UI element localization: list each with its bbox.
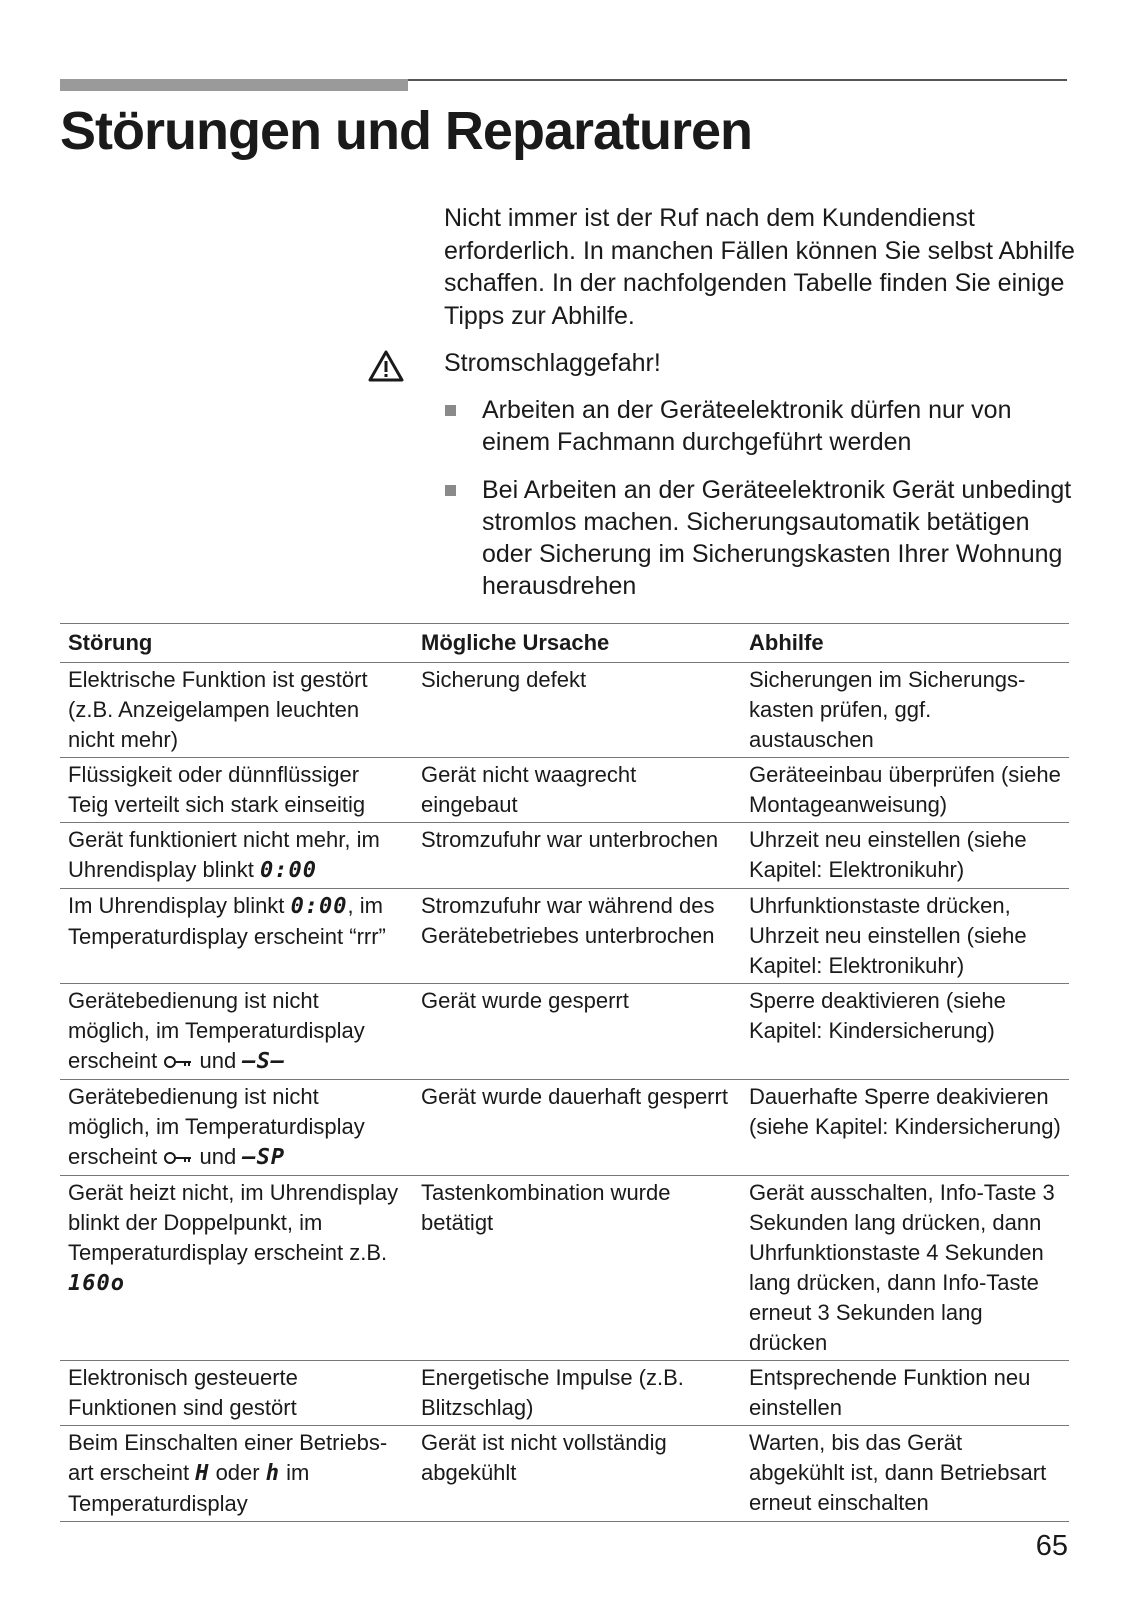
cell-ursache: Tastenkombination wurde betätigt bbox=[413, 1176, 741, 1361]
clock-display-value: 0:00 bbox=[290, 894, 348, 919]
cell-stoerung: Beim Einschalten einer Betriebs-art erscheint H oder h im Temperaturdisplay bbox=[60, 1426, 413, 1522]
table-row bbox=[60, 663, 1069, 758]
table-row bbox=[60, 1426, 1069, 1522]
intro-paragraph: Nicht immer ist der Ruf nach dem Kundendienst erforderlich. In manchen Fällen können Sie selbst Abhilfe schaffen. In der nachfolgenden Tabelle finden Sie einige Tipps zur Abhilfe. bbox=[444, 204, 1075, 330]
table-header-row bbox=[60, 624, 1069, 663]
cell-stoerung: Gerät heizt nicht, im Uhrendisplay blinkt der Doppelpunkt, im Temperaturdisplay erscheint z.B. 160o bbox=[60, 1176, 413, 1361]
temperature-display-value: H bbox=[195, 1461, 210, 1486]
cell-abhilfe: Dauerhafte Sperre deakivieren (siehe Kapitel: Kindersicherung) bbox=[741, 1080, 1069, 1176]
table-row bbox=[60, 1176, 1069, 1361]
cell-ursache: Gerät wurde dauerhaft gesperrt bbox=[413, 1080, 741, 1176]
cell-stoerung: Gerät funktioniert nicht mehr, im Uhrendisplay blinkt 0:00 bbox=[60, 823, 413, 889]
warning-bullet-list bbox=[444, 394, 1084, 618]
header-stoerung: Störung bbox=[60, 624, 413, 663]
cell-abhilfe: Sicherungen im Sicherungs-kasten prüfen, ggf. austauschen bbox=[741, 663, 1069, 758]
cell-stoerung: Elektronisch gesteuerte Funktionen sind gestört bbox=[60, 1361, 413, 1426]
list-item: Arbeiten an der Geräteelektronik dürfen nur von einem Fachmann durchgeführt werden bbox=[444, 394, 1084, 458]
cell-stoerung: Im Uhrendisplay blinkt 0:00, im Temperaturdisplay erscheint “rrr” bbox=[60, 889, 413, 984]
warning-text: Stromschlaggefahr! bbox=[444, 349, 661, 377]
cell-ursache: Gerät ist nicht vollständig abgekühlt bbox=[413, 1426, 741, 1522]
warning-triangle-icon bbox=[368, 350, 404, 382]
cell-abhilfe: Uhrzeit neu einstellen (siehe Kapitel: Elektronikuhr) bbox=[741, 823, 1069, 889]
header-abhilfe: Abhilfe bbox=[741, 624, 1069, 663]
temperature-display-value: –SP bbox=[242, 1145, 286, 1170]
cell-ursache: Energetische Impulse (z.B. Blitzschlag) bbox=[413, 1361, 741, 1426]
table-row bbox=[60, 1080, 1069, 1176]
top-rule-accent bbox=[60, 79, 408, 91]
clock-display-value: 0:00 bbox=[260, 858, 317, 883]
cell-abhilfe: Warten, bis das Gerät abgekühlt ist, dann Betriebsart erneut einschalten bbox=[741, 1426, 1069, 1522]
table-row bbox=[60, 823, 1069, 889]
table-row bbox=[60, 758, 1069, 823]
temperature-display-value: 160o bbox=[68, 1271, 125, 1296]
square-bullet-icon bbox=[445, 405, 456, 416]
cell-ursache: Gerät wurde gesperrt bbox=[413, 984, 741, 1080]
troubleshooting-table bbox=[60, 623, 1069, 1522]
key-lock-icon bbox=[163, 1055, 193, 1069]
square-bullet-icon bbox=[445, 485, 456, 496]
page-number: 65 bbox=[1035, 1530, 1068, 1562]
cell-abhilfe: Uhrfunktionstaste drücken, Uhrzeit neu einstellen (siehe Kapitel: Elektronikuhr) bbox=[741, 889, 1069, 984]
temperature-display-value: h bbox=[265, 1461, 280, 1486]
cell-abhilfe: Geräteeinbau überprüfen (siehe Montageanweisung) bbox=[741, 758, 1069, 823]
cell-abhilfe: Sperre deaktivieren (siehe Kapitel: Kindersicherung) bbox=[741, 984, 1069, 1080]
cell-stoerung: Gerätebedienung ist nicht möglich, im Temperaturdisplay erscheint und –S– bbox=[60, 984, 413, 1080]
cell-stoerung: Flüssigkeit oder dünnflüssiger Teig verteilt sich stark einseitig bbox=[60, 758, 413, 823]
page-title: Störungen und Reparaturen bbox=[60, 101, 753, 161]
cell-ursache: Gerät nicht waagrecht eingebaut bbox=[413, 758, 741, 823]
cell-stoerung: Gerätebedienung ist nicht möglich, im Temperaturdisplay erscheint und –SP bbox=[60, 1080, 413, 1176]
table-row bbox=[60, 984, 1069, 1080]
cell-abhilfe: Entsprechende Funktion neu einstellen bbox=[741, 1361, 1069, 1426]
cell-abhilfe: Gerät ausschalten, Info-Taste 3 Sekunden lang drücken, dann Uhrfunktionstaste 4 Sekunden lang drücken, dann Info-Taste erneut 3 Sekunden lang drücken bbox=[741, 1176, 1069, 1361]
cell-stoerung: Elektrische Funktion ist gestört (z.B. Anzeigelampen leuchten nicht mehr) bbox=[60, 663, 413, 758]
cell-ursache: Stromzufuhr war während des Gerätebetriebes unterbrochen bbox=[413, 889, 741, 984]
key-lock-icon bbox=[163, 1151, 193, 1165]
cell-ursache: Sicherung defekt bbox=[413, 663, 741, 758]
cell-ursache: Stromzufuhr war unterbrochen bbox=[413, 823, 741, 889]
table-row bbox=[60, 1361, 1069, 1426]
list-item: Bei Arbeiten an der Geräteelektronik Gerät unbedingt stromlos machen. Sicherungsautomatik betätigen oder Sicherung im Sicherungskasten Ihrer Wohnung herausdrehen bbox=[444, 474, 1084, 602]
table-row bbox=[60, 889, 1069, 984]
header-ursache: Mögliche Ursache bbox=[413, 624, 741, 663]
temperature-display-value: –S– bbox=[242, 1049, 286, 1074]
